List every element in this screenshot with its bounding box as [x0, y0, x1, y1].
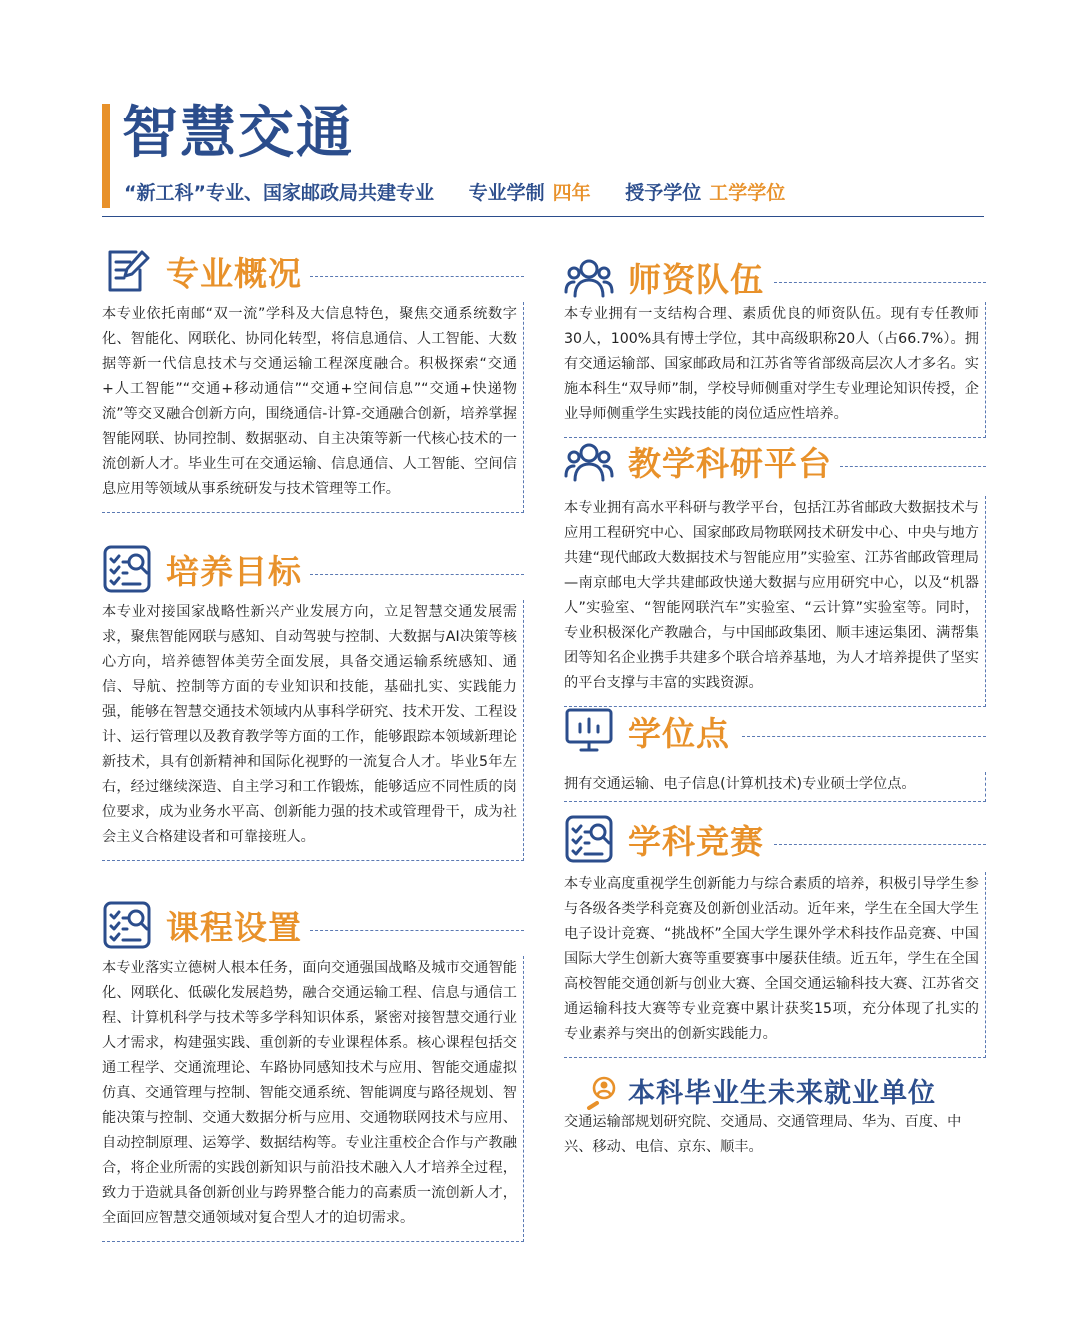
section-title: 教学科研平台	[628, 444, 832, 483]
section-text: 交通运输部规划研究院、交通局、交通管理局、华为、百度、中兴、移动、电信、京东、顺丰。	[564, 1114, 962, 1155]
section-degree	[564, 706, 986, 802]
section-text: 本专业拥有一支结构合理、素质优良的师资队伍。现有专任教师30人，100%具有博士学位，其中高级职称20人（占66.7%）。拥有交通运输部、国家邮政局和江苏省等省部级高层次人才多名。实施本科生“双导师”制，学校导师侧重对学生专业理论知识传授，企业导师侧重学生实践技能的岗位适应性培养。	[564, 306, 979, 422]
section-body	[564, 302, 986, 438]
section-text: 本专业高度重视学生创新能力与综合素质的培养，积极引导学生参与各级各类学科竞赛及创新创业活动。近年来，学生在全国大学生电子设计竞赛、“挑战杯”全国大学生课外学术科技作品竞赛、中国国际大学生创新大赛等重要赛事中屡获佳绩。近五年，学生在全国高校智能交通创新与创业大赛、全国交通运输科技大赛、江苏省交通运输科技大赛等专业竞赛中累计获奖15项，充分体现了扎实的专业素养与突出的创新实践能力。	[564, 876, 979, 1042]
section-faculty	[564, 252, 986, 438]
section-title: 课程设置	[166, 908, 302, 947]
section-title: 专业概况	[166, 254, 302, 293]
monitor-chart-icon	[564, 706, 614, 756]
section-text: 本专业对接国家战略性新兴产业发展方向，立足智慧交通发展需求，聚焦智能网联与感知、自动驾驶与控制、大数据与AI决策等核心方向，培养德智体美劳全面发展，具备交通运输系统感知、通信、导航、控制等方面的专业知识和技能，基础扎实、实践能力强，能够在智慧交通技术领域内从事科学研究、技术开发、工程设计、运行管理以及教育教学等方面的工作，能够跟踪本领域新理论新技术，具有创新精神和国际化视野的一流复合人才。毕业5年左右，经过继续深造、自主学习和工作锻炼，能够适应不同性质的岗位要求，成为业务水平高、创新能力强的技术或管理骨干，成为社会主义合格建设者和可靠接班人。	[102, 604, 517, 845]
degree-label: 授予学位	[625, 182, 702, 204]
section-title: 本科毕业生未来就业单位	[628, 1078, 936, 1109]
section-body	[102, 302, 524, 513]
checklist-search-icon	[102, 900, 152, 950]
people-group-icon	[564, 436, 614, 486]
section-text: 本专业拥有高水平科研与教学平台，包括江苏省邮政大数据技术与应用工程研究中心、国家邮政局物联网技术研发中心、中央与地方共建“现代邮政大数据技术与智能应用”实验室、江苏省邮政管理局—南京邮电大学共建邮政快递大数据与应用研究中心，以及“机器人”实验室、“智能网联汽车”实验室、“云计算”实验室等。同时，专业积极深化产教融合，与中国邮政集团、顺丰速运集团、满帮集团等知名企业携手共建多个联合培养基地，为人才培养提供了坚实的平台支撑与丰富的实践资源。	[564, 500, 979, 691]
title-accent-bar	[102, 104, 110, 208]
section-platform	[564, 436, 986, 707]
program-info	[124, 178, 785, 208]
section-divider	[310, 930, 524, 931]
section-divider	[774, 282, 986, 283]
section-employment	[564, 1070, 986, 1160]
section-body	[564, 772, 986, 802]
section-curriculum	[102, 900, 524, 1242]
people-group-icon	[564, 252, 614, 302]
person-search-icon	[584, 1074, 620, 1110]
section-title: 学位点	[628, 714, 730, 753]
section-divider	[310, 276, 524, 277]
section-body	[102, 600, 524, 861]
section-title: 师资队伍	[628, 260, 764, 299]
section-overview	[102, 246, 524, 513]
section-title: 学科竞赛	[628, 822, 764, 861]
section-text: 本专业依托南邮“双一流”学科及大信息特色，聚焦交通系统数字化、智能化、网联化、协同化转型，将信息通信、人工智能、大数据等新一代信息技术与交通运输工程深度融合。积极探索“交通+人工智能”“交通+移动通信”“交通+空间信息”“交通+快递物流”等交叉融合创新方向，围绕通信-计算-交通融合创新，培养掌握智能网联、协同控制、数据驱动、自主决策等新一代核心技术的一流创新人才。毕业生可在交通运输、信息通信、人工智能、空间信息应用等领域从事系统研发与技术管理等工作。	[102, 306, 517, 497]
duration-value: 四年	[552, 182, 591, 204]
section-title: 培养目标	[166, 552, 302, 591]
section-text: 本专业落实立德树人根本任务，面向交通强国战略及城市交通智能化、网联化、低碳化发展趋势，融合交通运输工程、信息与通信工程、计算机科学与技术等多学科知识体系，紧密对接智慧交通行业人才需求，构建强实践、重创新的专业课程体系。核心课程包括交通工程学、交通流理论、车路协同感知技术与应用、智能交通虚拟仿真、交通管理与控制、智能交通系统、智能调度与路径规划、智能决策与控制、交通大数据分析与应用、交通物联网技术与应用、自动控制原理、运筹学、数据结构等。专业注重校企合作与产教融合，将企业所需的实践创新知识与前沿技术融入人才培养全过程，致力于造就具备创新创业与跨界整合能力的高素质一流创新人才，全面回应智慧交通领域对复合型人才的迫切需求。	[102, 960, 517, 1226]
section-divider	[840, 466, 986, 467]
section-divider	[742, 736, 986, 737]
edit-document-icon	[102, 246, 152, 296]
page-title: 智慧交通	[122, 101, 354, 166]
duration-label: 专业学制	[468, 182, 545, 204]
checklist-search-icon	[102, 544, 152, 594]
degree-value: 工学学位	[709, 182, 786, 204]
checklist-search-icon	[564, 814, 614, 864]
program-tagline: “新工科”专业、国家邮政局共建专业	[124, 182, 434, 204]
section-body	[564, 496, 986, 707]
header-divider	[102, 216, 984, 217]
section-body	[102, 956, 524, 1242]
section-competition	[564, 814, 986, 1058]
section-divider	[310, 574, 524, 575]
section-divider	[774, 844, 986, 845]
section-body	[564, 872, 986, 1058]
section-text: 拥有交通运输、电子信息(计算机技术)专业硕士学位点。	[564, 776, 916, 792]
section-goals	[102, 544, 524, 861]
